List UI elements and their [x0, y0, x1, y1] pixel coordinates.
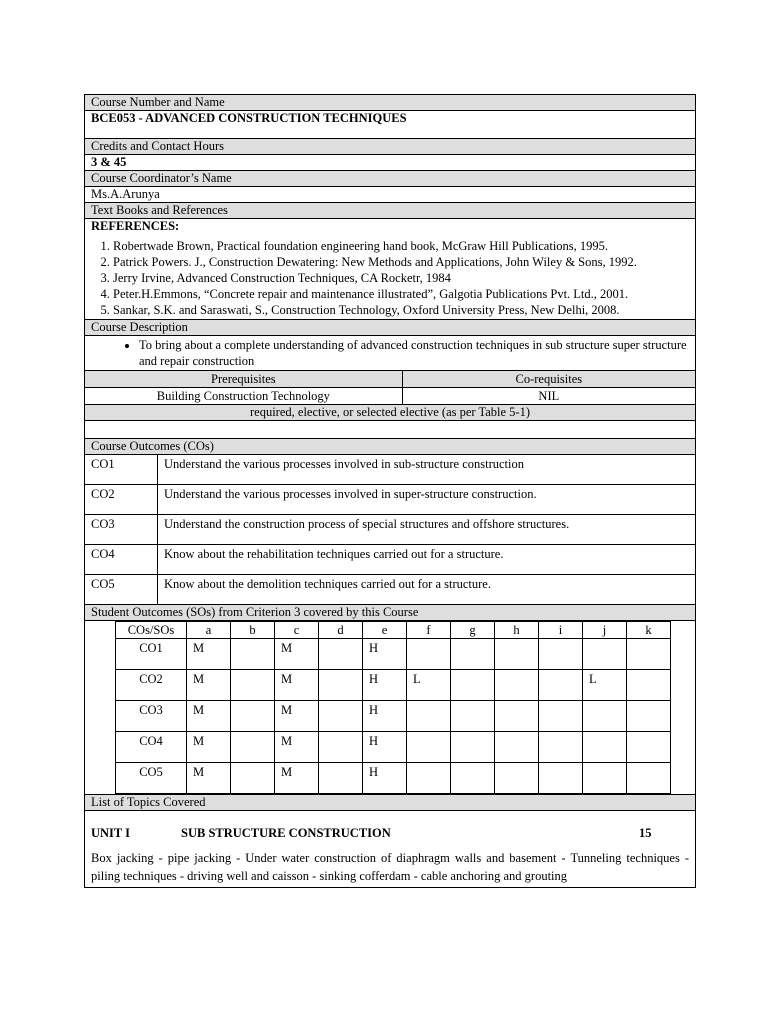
so-cell: [539, 732, 583, 763]
so-cell: [627, 763, 671, 794]
reference-item: 1. Robertwade Brown, Practical foundation engineering hand book, McGraw Hill Publications, 1995.: [113, 238, 689, 254]
prerequisites-label: Prerequisites: [85, 371, 402, 388]
so-cell: [231, 763, 275, 794]
references-list: [91, 238, 689, 318]
so-row-label: CO5: [116, 763, 187, 794]
course-syllabus-sheet: [84, 94, 696, 888]
so-row-label: CO4: [116, 732, 187, 763]
so-cell: [539, 639, 583, 670]
course-outcome-row: [85, 545, 695, 575]
unit-number: UNIT I: [91, 826, 131, 840]
so-row: [116, 763, 671, 794]
references-block: [84, 219, 696, 320]
so-cell: [627, 639, 671, 670]
so-row: [116, 670, 671, 701]
unit-title: SUB STRUCTURE CONSTRUCTION: [181, 826, 391, 840]
description-item: • To bring about a complete understanding of advanced construction techniques in sub structure super structure and repair construction: [139, 337, 689, 369]
so-cell: H: [363, 639, 407, 670]
so-cell: [539, 701, 583, 732]
so-cell: [451, 701, 495, 732]
co-text: Understand the construction process of special structures and offshore structures.: [164, 517, 570, 531]
co-text: Understand the various processes involved in sub-structure construction: [164, 457, 524, 471]
so-cell: M: [275, 639, 319, 670]
so-cell: [451, 639, 495, 670]
so-column-header: a: [187, 622, 231, 639]
co-code: CO1: [85, 455, 158, 485]
unit-body: Box jacking - pipe jacking - Under water construction of diaphragm walls and basement - Tunneling techniques - piling techniques - driving well and caisson - sinking cofferdam - cable anchoring and grouting: [91, 851, 689, 883]
coordinator-value: Ms.A.Arunya: [84, 187, 696, 203]
so-cell: M: [187, 732, 231, 763]
so-cell: [583, 701, 627, 732]
credits-label: Credits and Contact Hours: [84, 139, 696, 155]
so-column-header: e: [363, 622, 407, 639]
so-cell: [583, 732, 627, 763]
course-number-label: Course Number and Name: [84, 94, 696, 111]
co-code: CO2: [85, 485, 158, 515]
so-cell: [495, 701, 539, 732]
so-cell: [319, 763, 363, 794]
so-column-header: k: [627, 622, 671, 639]
course-name: BCE053 - ADVANCED CONSTRUCTION TECHNIQUES: [84, 111, 696, 139]
co-code: CO5: [85, 575, 158, 605]
so-cell: H: [363, 701, 407, 732]
so-cell: M: [275, 732, 319, 763]
so-row-label: CO2: [116, 670, 187, 701]
student-outcomes-block: [84, 621, 696, 795]
so-cell: [231, 701, 275, 732]
so-cell: [495, 670, 539, 701]
co-text: Know about the rehabilitation techniques carried out for a structure.: [164, 547, 504, 561]
so-cell: [451, 670, 495, 701]
so-row: [116, 701, 671, 732]
so-cell: [451, 763, 495, 794]
so-cell: [539, 670, 583, 701]
course-outcomes-block: [84, 455, 696, 605]
so-column-header: h: [495, 622, 539, 639]
description-block: [84, 336, 696, 371]
corequisites-label: Co-requisites: [515, 372, 583, 386]
outcomes-label: Course Outcomes (COs): [84, 439, 696, 455]
reference-item: 3. Jerry Irvine, Advanced Construction Techniques, CA Rocketr, 1984: [113, 270, 689, 286]
so-header-row: [116, 622, 671, 639]
co-text: Understand the various processes involved in super-structure construction.: [164, 487, 537, 501]
so-cell: [319, 639, 363, 670]
corequisites-value: NIL: [538, 389, 560, 403]
credits-value: 3 & 45: [84, 155, 696, 171]
so-cell: M: [187, 701, 231, 732]
so-cell: [231, 670, 275, 701]
unit-heading: [91, 811, 689, 841]
reference-item: 5. Sankar, S.K. and Saraswati, S., Construction Technology, Oxford University Press, New Delhi, 2008.: [113, 302, 689, 318]
so-cell: M: [275, 763, 319, 794]
so-cell: M: [187, 763, 231, 794]
so-column-header: i: [539, 622, 583, 639]
so-row: [116, 639, 671, 670]
elective-note: required, elective, or selected elective (as per Table 5-1): [84, 405, 696, 421]
so-cell: [319, 732, 363, 763]
so-cell: H: [363, 670, 407, 701]
so-row-label: CO3: [116, 701, 187, 732]
unit-hours: 15: [639, 826, 652, 840]
so-cell: [627, 701, 671, 732]
description-list: [91, 337, 689, 369]
so-column-header: j: [583, 622, 627, 639]
course-outcome-row: [85, 515, 695, 545]
student-outcomes-table: [115, 621, 671, 794]
reference-item: 2. Patrick Powers. J., Construction Dewatering: New Methods and Applications, John Wiley & Sons, 1992.: [113, 254, 689, 270]
so-cell: M: [275, 701, 319, 732]
so-cell: [495, 763, 539, 794]
so-cell: H: [363, 732, 407, 763]
so-cell: L: [407, 670, 451, 701]
so-row: [116, 732, 671, 763]
topics-label: List of Topics Covered: [84, 795, 696, 811]
so-cell: L: [583, 670, 627, 701]
co-code: CO4: [85, 545, 158, 575]
so-row-label: CO1: [116, 639, 187, 670]
so-cell: [451, 732, 495, 763]
course-outcome-row: [85, 455, 695, 485]
so-cell: M: [275, 670, 319, 701]
textbooks-label: Text Books and References: [84, 203, 696, 219]
course-outcome-row: [85, 575, 695, 605]
course-outcome-row: [85, 485, 695, 515]
so-cell: [495, 732, 539, 763]
so-column-header: g: [451, 622, 495, 639]
student-outcomes-label: Student Outcomes (SOs) from Criterion 3 covered by this Course: [84, 605, 696, 621]
so-column-header: b: [231, 622, 275, 639]
so-cell: H: [363, 763, 407, 794]
co-text: Know about the demolition techniques carried out for a structure.: [164, 577, 491, 591]
so-cell: [583, 639, 627, 670]
so-column-header: f: [407, 622, 451, 639]
blank-row: [84, 421, 696, 439]
so-cell: M: [187, 670, 231, 701]
so-corner-header: COs/SOs: [116, 622, 187, 639]
requisites-table: [85, 371, 695, 404]
so-cell: [407, 763, 451, 794]
so-cell: [319, 670, 363, 701]
unit-block: [84, 811, 696, 888]
so-cell: [627, 670, 671, 701]
references-heading: REFERENCES:: [91, 219, 180, 233]
so-cell: [231, 732, 275, 763]
coordinator-label: Course Coordinator’s Name: [84, 171, 696, 187]
co-code: CO3: [85, 515, 158, 545]
so-cell: [583, 763, 627, 794]
so-cell: [407, 732, 451, 763]
reference-item: 4. Peter.H.Emmons, “Concrete repair and maintenance illustrated”, Galgotia Publications Pvt. Ltd., 2001.: [113, 286, 689, 302]
so-column-header: d: [319, 622, 363, 639]
so-cell: [407, 639, 451, 670]
prerequisites-value: Building Construction Technology: [85, 388, 402, 405]
so-cell: [231, 639, 275, 670]
so-cell: [319, 701, 363, 732]
so-column-header: c: [275, 622, 319, 639]
description-label: Course Description: [84, 320, 696, 336]
course-outcomes-table: [85, 455, 695, 604]
requisites-block: [84, 371, 696, 405]
so-cell: [627, 732, 671, 763]
so-cell: [495, 639, 539, 670]
so-cell: M: [187, 639, 231, 670]
so-cell: [539, 763, 583, 794]
so-cell: [407, 701, 451, 732]
